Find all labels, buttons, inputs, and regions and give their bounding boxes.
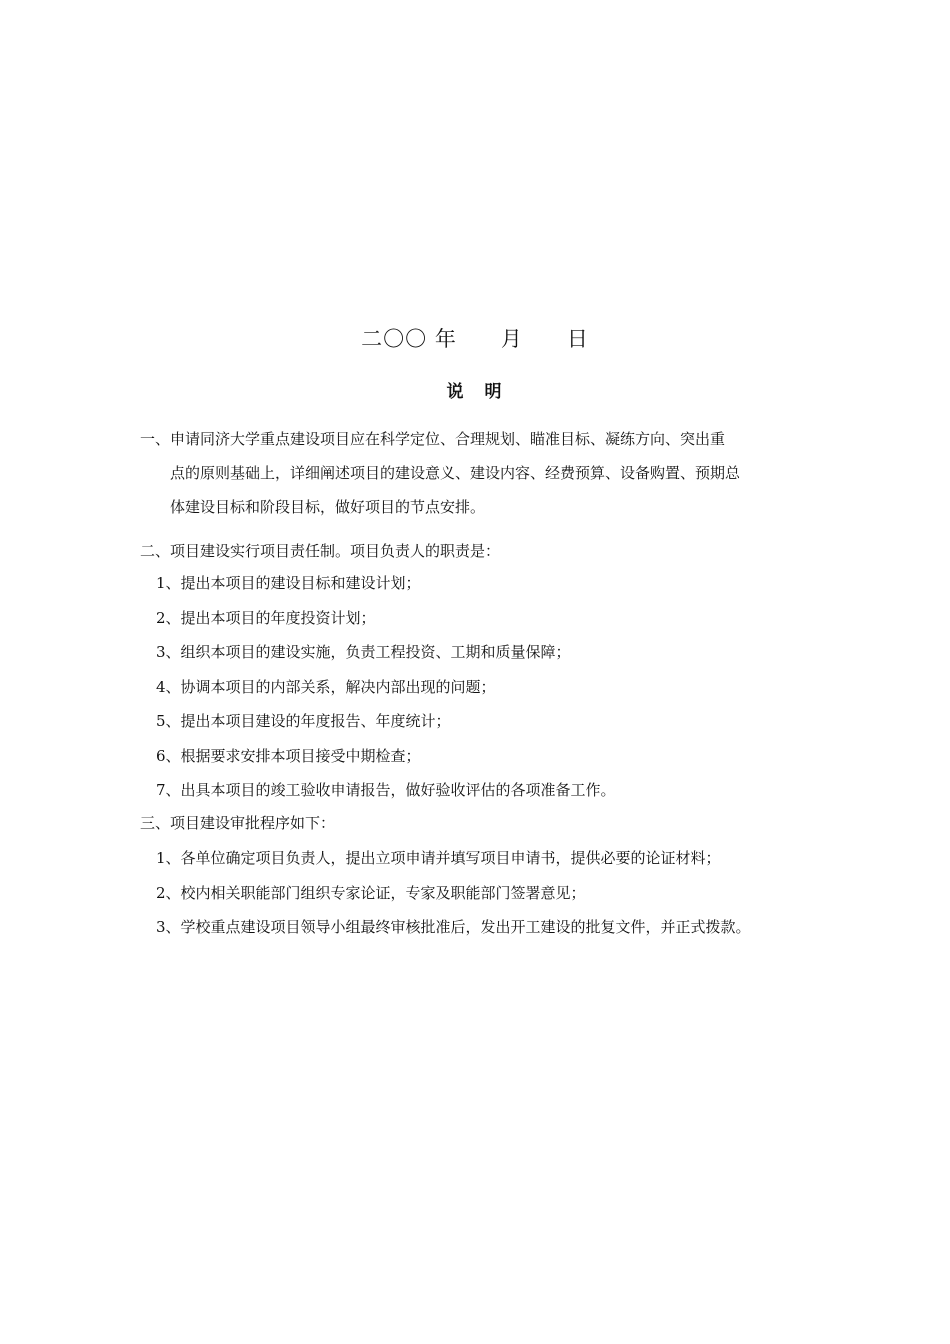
list-item: 1、各单位确定项目负责人，提出立项申请并填写项目申请书，提供必要的论证材料； (156, 849, 721, 867)
section-1 (140, 422, 830, 524)
section-1-line-1: 一、申请同济大学重点建设项目应在科学定位、合理规划、瞄准目标、凝练方向、突出重 (140, 430, 726, 448)
section-1-line-3: 体建设目标和阶段目标，做好项目的节点安排。 (170, 498, 486, 516)
date-line: 二〇〇 年 月 日 (361, 327, 589, 351)
section-3-list (156, 841, 856, 945)
section-3-heading (140, 806, 830, 840)
section-2-heading (140, 534, 830, 568)
list-item: 1、提出本项目的建设目标和建设计划； (156, 574, 421, 592)
list-item: 5、提出本项目建设的年度报告、年度统计； (156, 712, 451, 730)
list-item: 6、根据要求安排本项目接受中期检查； (156, 746, 421, 765)
section-2-heading-text: 二、项目建设实行项目责任制。项目负责人的职责是： (140, 542, 501, 560)
list-item: 2、校内相关职能部门组织专家论证，专家及职能部门签署意见； (156, 883, 586, 902)
section-1-line-2: 点的原则基础上，详细阐述项目的建设意义、建设内容、经费预算、设备购置、预期总 (170, 464, 741, 482)
document-title: 说 明 (446, 382, 504, 402)
list-item: 4、协调本项目的内部关系，解决内部出现的问题； (156, 677, 496, 696)
list-item: 3、学校重点建设项目领导小组最终审核批准后，发出开工建设的批复文件，并正式拨款。 (156, 918, 751, 936)
section-2-list (156, 566, 856, 808)
list-item: 3、组织本项目的建设实施，负责工程投资、工期和质量保障； (156, 643, 571, 661)
section-3-heading-text: 三、项目建设审批程序如下： (140, 814, 336, 832)
list-item: 2、提出本项目的年度投资计划； (156, 608, 376, 627)
list-item: 7、出具本项目的竣工验收申请报告，做好验收评估的各项准备工作。 (156, 781, 616, 799)
